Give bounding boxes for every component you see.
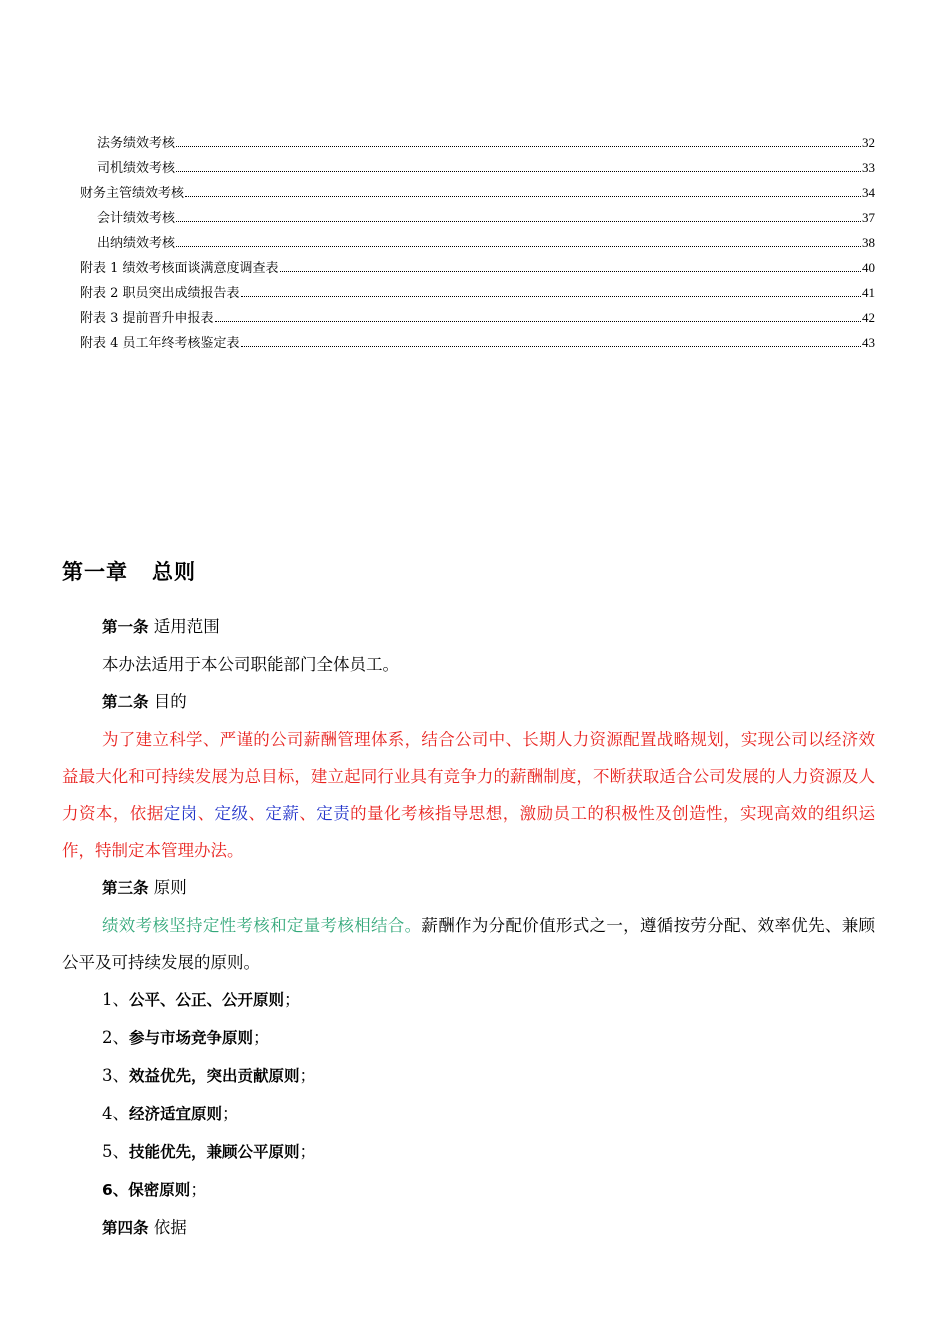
item-end: ； — [299, 1142, 317, 1161]
toc-entry-page: 32 — [862, 135, 875, 150]
article-title: 原则 — [153, 878, 187, 897]
article-2-text-b: 的量化考核指导思想，激励员工的积极性及创造性，实现高效的组织运作，特制定本管理办法。 — [62, 804, 876, 860]
separator: 、 — [248, 804, 266, 823]
toc-entry-page: 41 — [862, 285, 875, 300]
toc-entry[interactable] — [80, 176, 875, 201]
keyword-dingze: 定责 — [316, 804, 351, 823]
chapter-title: 总则 — [152, 560, 196, 584]
toc-entry-page: 42 — [862, 310, 875, 325]
keyword-dingxin: 定薪 — [265, 804, 300, 823]
article-1-text: 本办法适用于本公司职能部门全体员工。 — [102, 655, 399, 674]
article-3-highlight: 绩效考核坚持定性考核和定量考核相结合。 — [102, 916, 422, 935]
toc-entry-title: 附表 2 职员突出成绩报告表 — [80, 286, 240, 301]
toc-entry[interactable] — [80, 151, 875, 176]
toc-entry-title: 司机绩效考核 — [97, 161, 176, 176]
article-label: 第二条 — [102, 693, 149, 711]
toc-leader-dots — [176, 170, 861, 172]
article-title: 目的 — [153, 692, 187, 711]
toc-entry[interactable] — [80, 126, 875, 151]
item-number: 5、 — [102, 1142, 129, 1161]
toc-entry-page: 33 — [862, 160, 875, 175]
toc-entry-title: 财务主管绩效考核 — [80, 186, 185, 201]
item-text: 公平、公正、公开原则 — [129, 991, 285, 1009]
article-4-heading — [62, 1209, 875, 1247]
article-3-text — [62, 907, 875, 981]
toc-leader-dots — [176, 145, 861, 147]
article-label: 第一条 — [102, 618, 149, 636]
principle-item — [62, 1095, 875, 1133]
article-1-heading — [62, 608, 875, 646]
toc-entry-title: 会计绩效考核 — [97, 211, 176, 226]
toc-leader-dots — [215, 320, 861, 322]
toc-leader-dots — [241, 295, 861, 297]
article-2-heading — [62, 683, 875, 721]
item-end: ； — [253, 1028, 270, 1047]
toc-entry[interactable] — [80, 226, 875, 251]
separator: 、 — [299, 804, 317, 823]
article-3-body: 薪酬作为分配价值形式之一，遵循按劳分配、效率优先、兼顾公平及可持续发展的原则。 — [62, 916, 876, 972]
article-2-text — [62, 721, 875, 869]
item-number: 4、 — [102, 1104, 129, 1123]
toc-entry-page: 34 — [862, 185, 875, 200]
table-of-contents — [80, 126, 875, 351]
toc-leader-dots — [280, 270, 861, 272]
item-text: 经济适宜原则 — [129, 1105, 223, 1123]
principle-item — [62, 1171, 875, 1209]
toc-leader-dots — [185, 195, 861, 197]
principle-item — [62, 981, 875, 1019]
toc-entry-title: 附表 4 员工年终考核鉴定表 — [80, 336, 240, 351]
toc-entry-title: 附表 1 绩效考核面谈满意度调查表 — [80, 261, 279, 276]
toc-entry[interactable] — [80, 201, 875, 226]
toc-leader-dots — [241, 345, 861, 347]
toc-entry[interactable] — [80, 276, 875, 301]
principle-item — [62, 1057, 875, 1095]
keyword-dinggang: 定岗 — [163, 804, 198, 823]
article-2-text-a: 为了建立科学、严谨的公司薪酬管理体系，结合公司中、长期人力资源配置战略规划，实现公司以经济效益最大化和可持续发展为总目标，建立起同行业具有竞争力的薪酬制度，不断获取适合公司发展的人力资源及人力资本，依据 — [62, 730, 875, 823]
toc-leader-dots — [176, 245, 861, 247]
document-body — [62, 608, 875, 1247]
toc-entry[interactable] — [80, 301, 875, 326]
toc-entry-page: 37 — [862, 210, 875, 225]
item-number: 3、 — [102, 1066, 129, 1085]
toc-entry-title: 出纳绩效考核 — [97, 236, 176, 251]
item-end: ； — [222, 1104, 239, 1123]
toc-entry-page: 40 — [862, 260, 875, 275]
toc-entry-page: 38 — [862, 235, 875, 250]
item-number: 2、 — [102, 1028, 129, 1047]
toc-entry[interactable] — [80, 326, 875, 351]
article-label: 第四条 — [102, 1219, 149, 1237]
chapter-heading — [62, 556, 196, 586]
item-text: 效益优先，突出贡献原则 — [129, 1067, 300, 1085]
item-end: ； — [190, 1180, 207, 1199]
toc-entry-title: 附表 3 提前晋升申报表 — [80, 311, 214, 326]
separator: 、 — [197, 804, 215, 823]
principle-item — [62, 1133, 875, 1171]
item-text: 保密原则 — [128, 1181, 191, 1199]
toc-entry[interactable] — [80, 251, 875, 276]
keyword-dingji: 定级 — [214, 804, 249, 823]
item-end: ； — [284, 990, 301, 1009]
article-3-heading — [62, 869, 875, 907]
item-end: ； — [299, 1066, 317, 1085]
item-text: 参与市场竞争原则 — [129, 1029, 254, 1047]
toc-entry-page: 43 — [862, 335, 875, 350]
toc-entry-title: 法务绩效考核 — [97, 136, 176, 151]
toc-leader-dots — [176, 220, 861, 222]
article-title: 适用范围 — [153, 617, 220, 636]
article-label: 第三条 — [102, 879, 149, 897]
chapter-number: 第一章 — [62, 560, 128, 584]
principle-item — [62, 1019, 875, 1057]
item-text: 技能优先，兼顾公平原则 — [129, 1143, 300, 1161]
item-number: 1、 — [102, 990, 129, 1009]
item-number: 6、 — [102, 1181, 129, 1199]
article-title: 依据 — [153, 1218, 187, 1237]
